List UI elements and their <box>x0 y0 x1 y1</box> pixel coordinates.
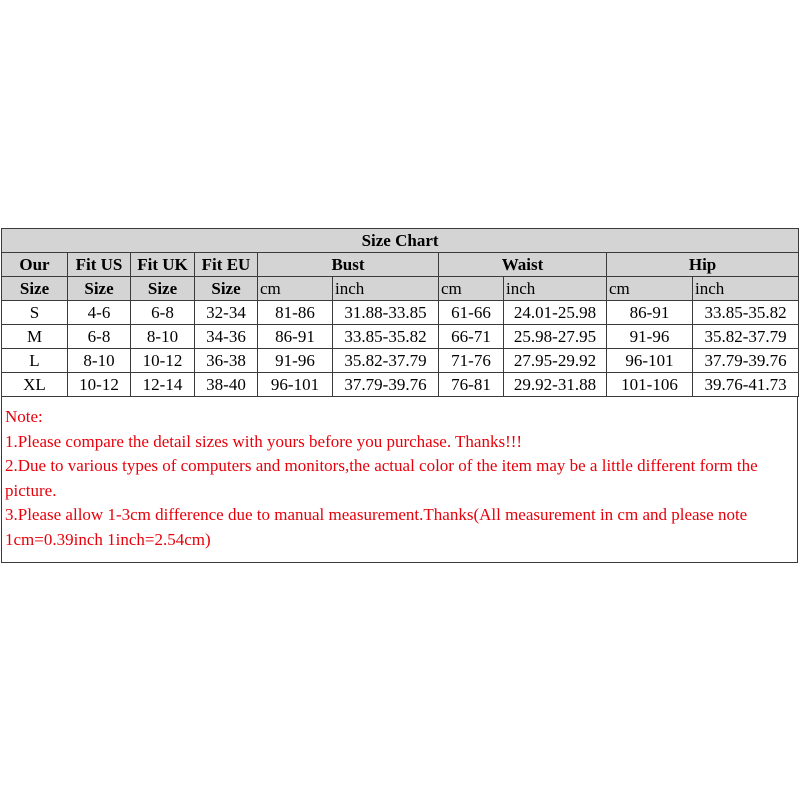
table-row <box>2 373 799 397</box>
table-row <box>2 349 799 373</box>
cell-size: S <box>2 301 68 325</box>
notes-panel <box>1 397 798 563</box>
cell-hip-cm: 101-106 <box>607 373 693 397</box>
header-our-size-line1: Our <box>2 253 68 277</box>
cell-uk: 10-12 <box>131 349 195 373</box>
cell-bust-inch: 33.85-35.82 <box>333 325 439 349</box>
cell-hip-cm: 96-101 <box>607 349 693 373</box>
cell-bust-cm: 81-86 <box>258 301 333 325</box>
cell-waist-inch: 24.01-25.98 <box>504 301 607 325</box>
header-hip-inch: inch <box>693 277 799 301</box>
cell-eu: 38-40 <box>195 373 258 397</box>
header-bust-cm: cm <box>258 277 333 301</box>
size-table <box>1 228 799 397</box>
table-row <box>2 325 799 349</box>
cell-hip-inch: 35.82-37.79 <box>693 325 799 349</box>
header-fit-eu-line1: Fit EU <box>195 253 258 277</box>
cell-size: L <box>2 349 68 373</box>
cell-hip-inch: 37.79-39.76 <box>693 349 799 373</box>
cell-waist-inch: 27.95-29.92 <box>504 349 607 373</box>
cell-hip-cm: 91-96 <box>607 325 693 349</box>
notes-heading: Note: <box>5 407 43 426</box>
header-fit-eu-line2: Size <box>195 277 258 301</box>
cell-eu: 36-38 <box>195 349 258 373</box>
cell-waist-cm: 71-76 <box>439 349 504 373</box>
cell-us: 6-8 <box>68 325 131 349</box>
cell-size: M <box>2 325 68 349</box>
cell-us: 8-10 <box>68 349 131 373</box>
header-fit-us-line1: Fit US <box>68 253 131 277</box>
cell-us: 10-12 <box>68 373 131 397</box>
chart-title: Size Chart <box>2 229 799 253</box>
size-chart <box>1 228 798 563</box>
cell-uk: 12-14 <box>131 373 195 397</box>
cell-uk: 6-8 <box>131 301 195 325</box>
header-waist: Waist <box>439 253 607 277</box>
note-item: 1.Please compare the detail sizes with yours before you purchase. Thanks!!! <box>5 431 523 451</box>
header-bust-inch: inch <box>333 277 439 301</box>
note-item: 2.Due to various types of computers and monitors,the actual color of the item may be a little different form the picture. <box>5 456 758 500</box>
cell-bust-inch: 35.82-37.79 <box>333 349 439 373</box>
cell-us: 4-6 <box>68 301 131 325</box>
cell-waist-inch: 29.92-31.88 <box>504 373 607 397</box>
cell-waist-cm: 61-66 <box>439 301 504 325</box>
cell-uk: 8-10 <box>131 325 195 349</box>
header-our-size-line2: Size <box>2 277 68 301</box>
cell-bust-inch: 31.88-33.85 <box>333 301 439 325</box>
cell-hip-cm: 86-91 <box>607 301 693 325</box>
cell-hip-inch: 39.76-41.73 <box>693 373 799 397</box>
note-item: 3.Please allow 1-3cm difference due to manual measurement.Thanks(All measurement in cm and please note 1cm=0.39inch 1inch=2.54cm) <box>5 505 748 549</box>
header-waist-cm: cm <box>439 277 504 301</box>
cell-waist-cm: 66-71 <box>439 325 504 349</box>
header-hip: Hip <box>607 253 799 277</box>
cell-eu: 34-36 <box>195 325 258 349</box>
header-fit-us-line2: Size <box>68 277 131 301</box>
header-waist-inch: inch <box>504 277 607 301</box>
cell-bust-cm: 86-91 <box>258 325 333 349</box>
cell-hip-inch: 33.85-35.82 <box>693 301 799 325</box>
cell-eu: 32-34 <box>195 301 258 325</box>
cell-waist-inch: 25.98-27.95 <box>504 325 607 349</box>
cell-waist-cm: 76-81 <box>439 373 504 397</box>
cell-size: XL <box>2 373 68 397</box>
header-fit-uk-line2: Size <box>131 277 195 301</box>
cell-bust-inch: 37.79-39.76 <box>333 373 439 397</box>
table-row <box>2 301 799 325</box>
header-fit-uk-line1: Fit UK <box>131 253 195 277</box>
cell-bust-cm: 96-101 <box>258 373 333 397</box>
header-hip-cm: cm <box>607 277 693 301</box>
cell-bust-cm: 91-96 <box>258 349 333 373</box>
header-bust: Bust <box>258 253 439 277</box>
